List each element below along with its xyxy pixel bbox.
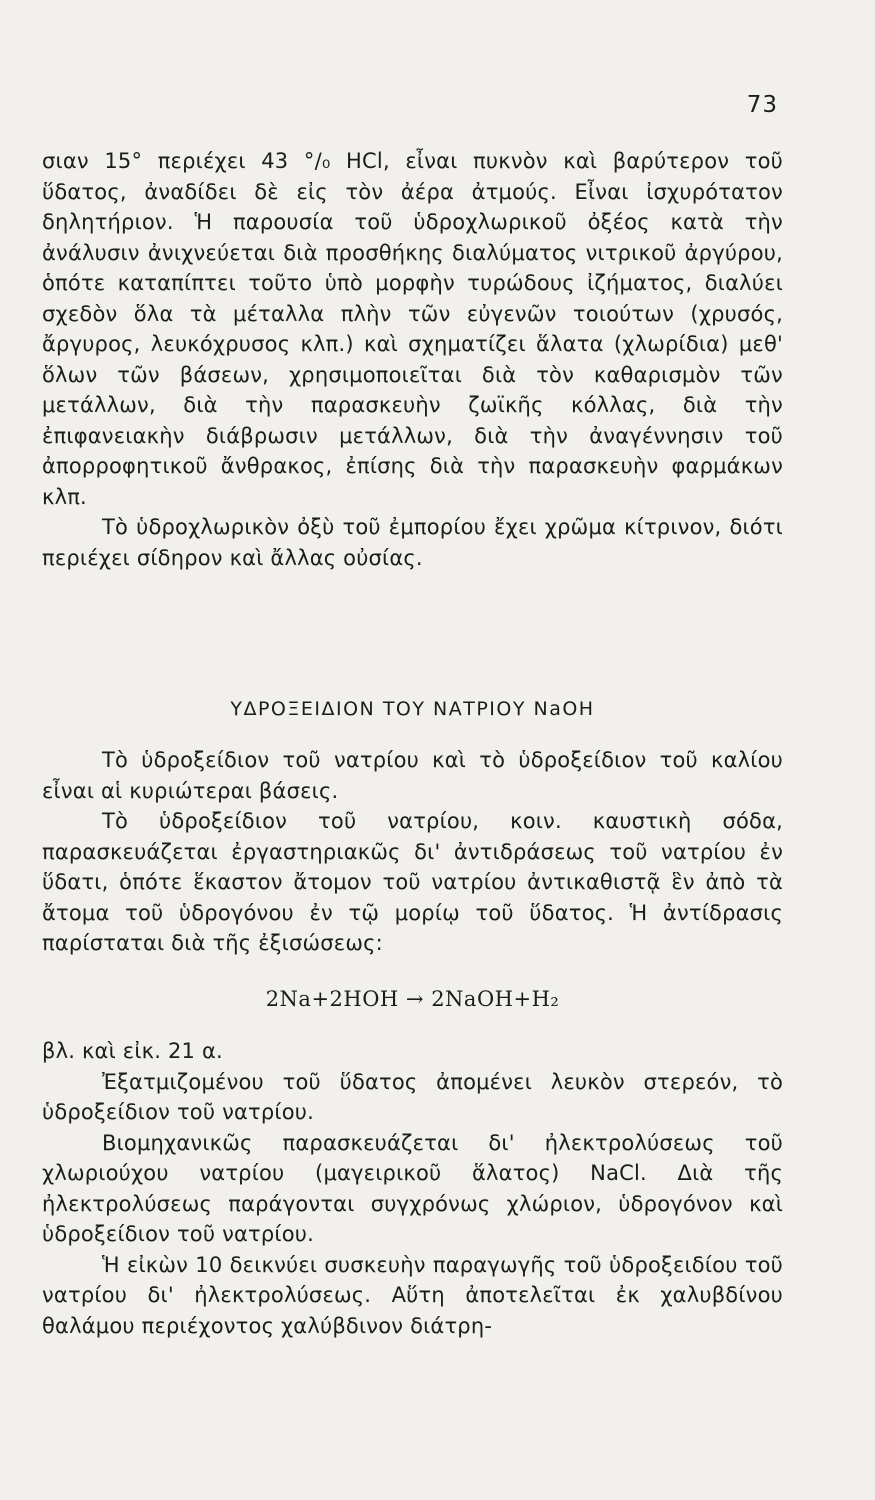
page-number: 73 [746, 92, 778, 118]
text-block-top [42, 146, 783, 573]
paragraph-figure-reference: βλ. καὶ εἰκ. 21 α. [42, 1039, 223, 1063]
paragraph-commercial-hcl: Τὸ ὑδροχλωρικὸν ὀξὺ τοῦ ἐμπορίου ἔχει χρῶμα κίτρινον, διότι περιέχει σίδηρον καὶ ἄλλας οὐσίας. [42, 515, 783, 570]
text-block-bottom [42, 1036, 783, 1341]
paragraph-apparatus: Ἡ εἰκὼν 10 δεικνύει συσκευὴν παραγωγῆς τοῦ ὑδροξειδίου τοῦ νατρίου δι' ἠλεκτρολύσεως. Αὕτη ἀποτελεῖται ἐκ χαλυβδίνου θαλάμου περιέχοντος χαλύβδινον διάτρη- [42, 1252, 783, 1338]
text-block-middle [42, 745, 783, 959]
chemical-equation: 2Na+2HOH → 2NaOH+H₂ [265, 987, 560, 1011]
paragraph-industrial-preparation: Βιομηχανικῶς παρασκευάζεται δι' ἠλεκτρολύσεως τοῦ χλωριούχου νατρίου (μαγειρικοῦ ἅλατος) NaCl. Διὰ τῆς ἠλεκτρολύσεως παράγονται συγχρόνως χλώριον, ὑδρογόνον καὶ ὑδροξείδιον τοῦ νατρίου. [42, 1130, 783, 1246]
paragraph-evaporation: Ἐξατμιζομένου τοῦ ὕδατος ἀπομένει λευκὸν στερεόν, τὸ ὑδροξείδιον τοῦ νατρίου. [42, 1069, 783, 1124]
paragraph-lab-preparation: Τὸ ὑδροξείδιον τοῦ νατρίου, κοιν. καυστικὴ σόδα, παρασκευάζεται ἐργαστηριακῶς δι' ἀντιδράσεως τοῦ νατρίου ἐν ὕδατι, ὁπότε ἕκαστον ἄτομον τοῦ νατρίου ἀντικαθιστᾷ ἓν ἀπὸ τὰ ἄτομα τοῦ ὑδρογόνου ἐν τῷ μορίῳ τοῦ ὕδατος. Ἡ ἀντίδρασις παρίσταται διὰ τῆς ἐξισώσεως: [42, 809, 783, 955]
paragraph-bases: Τὸ ὑδροξείδιον τοῦ νατρίου καὶ τὸ ὑδροξείδιον τοῦ καλίου εἶναι αἱ κυριώτεραι βάσεις. [42, 748, 783, 803]
paragraph-hcl-properties: σιαν 15° περιέχει 43 °/₀ HCl, εἶναι πυκνὸν καὶ βαρύτερον τοῦ ὕδατος, ἀναδίδει δὲ εἰς τὸν ἀέρα ἀτμούς. Εἶναι ἰσχυρότατον δηλητήριον. Ἡ παρουσία τοῦ ὑδροχλωρικοῦ ὀξέος κατὰ τὴν ἀνάλυσιν ἀνιχνεύεται διὰ προσθήκης διαλύματος νιτρικοῦ ἀργύρου, ὁπότε καταπίπτει τοῦτο ὑπὸ μορφὴν τυρώδους ἰζήματος, διαλύει σχεδὸν ὅλα τὰ μέταλλα πλὴν τῶν εὐγενῶν τοιούτων (χρυσός, ἄργυρος, λευκόχρυσος κλπ.) καὶ σχηματίζει ἅλατα (χλωρίδια) μεθ' ὅλων τῶν βάσεων, χρησιμοποιεῖται διὰ τὸν καθαρισμὸν τῶν μετάλλων, διὰ τὴν παρασκευὴν ζωϊκῆς κόλλας, διὰ τὴν ἐπιφανειακὴν διάβρωσιν μετάλλων, διὰ τὴν ἀναγέννησιν τοῦ ἀπορροφητικοῦ ἄνθρακος, ἐπίσης διὰ τὴν παρασκευὴν φαρμάκων κλπ. [42, 149, 783, 509]
section-heading: ΥΔΡΟΞΕΙΔΙΟΝ ΤΟΥ ΝΑΤΡΙΟΥ NaOH [230, 698, 595, 720]
